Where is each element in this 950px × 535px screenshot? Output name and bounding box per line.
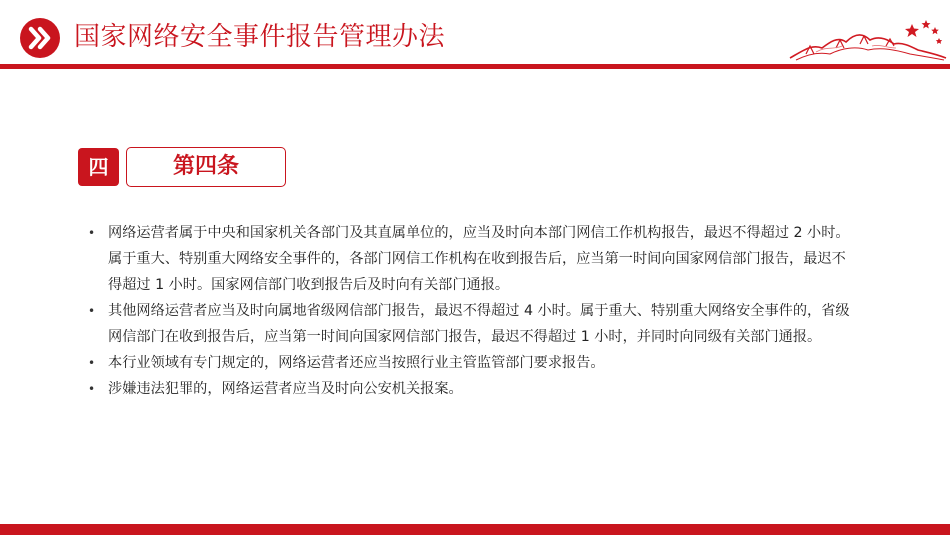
bullet-icon: • (88, 356, 96, 370)
list-item (88, 298, 858, 350)
great-wall-icon (786, 14, 950, 64)
footer-bar (0, 524, 950, 535)
list-item (88, 350, 858, 376)
list-item-text: 其他网络运营者应当及时向属地省级网信部门报告，最迟不得超过 4 小时。属于重大、特别重大网络安全事件的，省级网信部门在收到报告后，应当第一时间向国家网信部门报告，最迟不得超过 1 小时，并同时向同级有关部门通报。 (108, 303, 850, 345)
section-title: 第四条 (126, 147, 286, 187)
list-item (88, 220, 858, 298)
list-item-text: 涉嫌违法犯罪的，网络运营者应当及时向公安机关报案。 (108, 381, 463, 397)
header (0, 0, 950, 70)
bullet-icon: • (88, 382, 96, 396)
double-chevron-icon (20, 18, 60, 58)
list-item (88, 376, 858, 402)
list-item-text: 本行业领域有专门规定的，网络运营者还应当按照行业主管监管部门要求报告。 (108, 355, 605, 371)
page-title: 国家网络安全事件报告管理办法 (74, 22, 446, 52)
bullet-icon: • (88, 304, 96, 318)
bullet-icon: • (88, 226, 96, 240)
article-body (88, 220, 858, 402)
list-item-text: 网络运营者属于中央和国家机关各部门及其直属单位的，应当及时向本部门网信工作机构报告，最迟不得超过 2 小时。属于重大、特别重大网络安全事件的，各部门网信工作机构在收到报告后，应当第一时间向国家网信部门报告，最迟不得超过 1 小时。国家网信部门收到报告后及时向有关部门通报。 (108, 225, 850, 293)
header-divider (0, 64, 950, 69)
section-number-badge: 四 (78, 148, 119, 186)
